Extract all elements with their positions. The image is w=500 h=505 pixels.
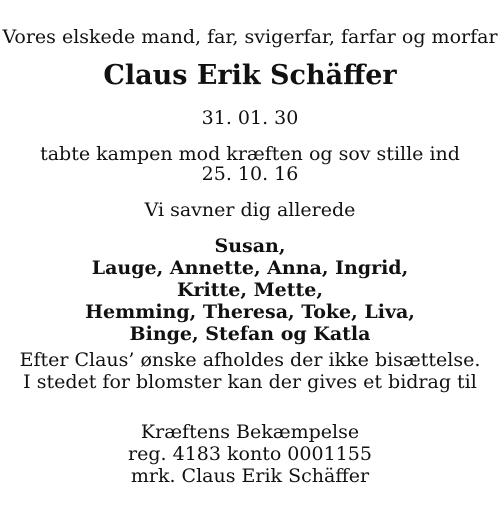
donation-organization: Kræftens Bekæmpelse bbox=[140, 421, 360, 443]
death-date: 25. 10. 16 bbox=[201, 163, 299, 185]
intro-line: Vores elskede mand, far, svigerfar, farfar og morfar bbox=[2, 26, 498, 48]
family-line: Susan, bbox=[214, 235, 286, 257]
donation-note: I stedet for blomster kan der gives et bidrag til bbox=[23, 371, 477, 393]
deceased-name: Claus Erik Schäffer bbox=[103, 60, 397, 91]
miss-text: Vi savner dig allerede bbox=[144, 199, 356, 221]
family-line: Binge, Stefan og Katla bbox=[129, 323, 371, 345]
family-line: Lauge, Annette, Anna, Ingrid, bbox=[91, 257, 409, 279]
birth-date: 31. 01. 30 bbox=[201, 107, 299, 129]
family-line: Kritte, Mette, bbox=[177, 279, 323, 301]
donation-reference: mrk. Claus Erik Schäffer bbox=[130, 465, 370, 487]
donation-account: reg. 4183 konto 0001155 bbox=[128, 443, 372, 465]
passing-text: tabte kampen mod kræften og sov stille ind bbox=[40, 143, 460, 165]
family-line: Hemming, Theresa, Toke, Liva, bbox=[85, 301, 415, 323]
funeral-note: Efter Claus’ ønske afholdes der ikke bisættelse. bbox=[19, 349, 481, 371]
